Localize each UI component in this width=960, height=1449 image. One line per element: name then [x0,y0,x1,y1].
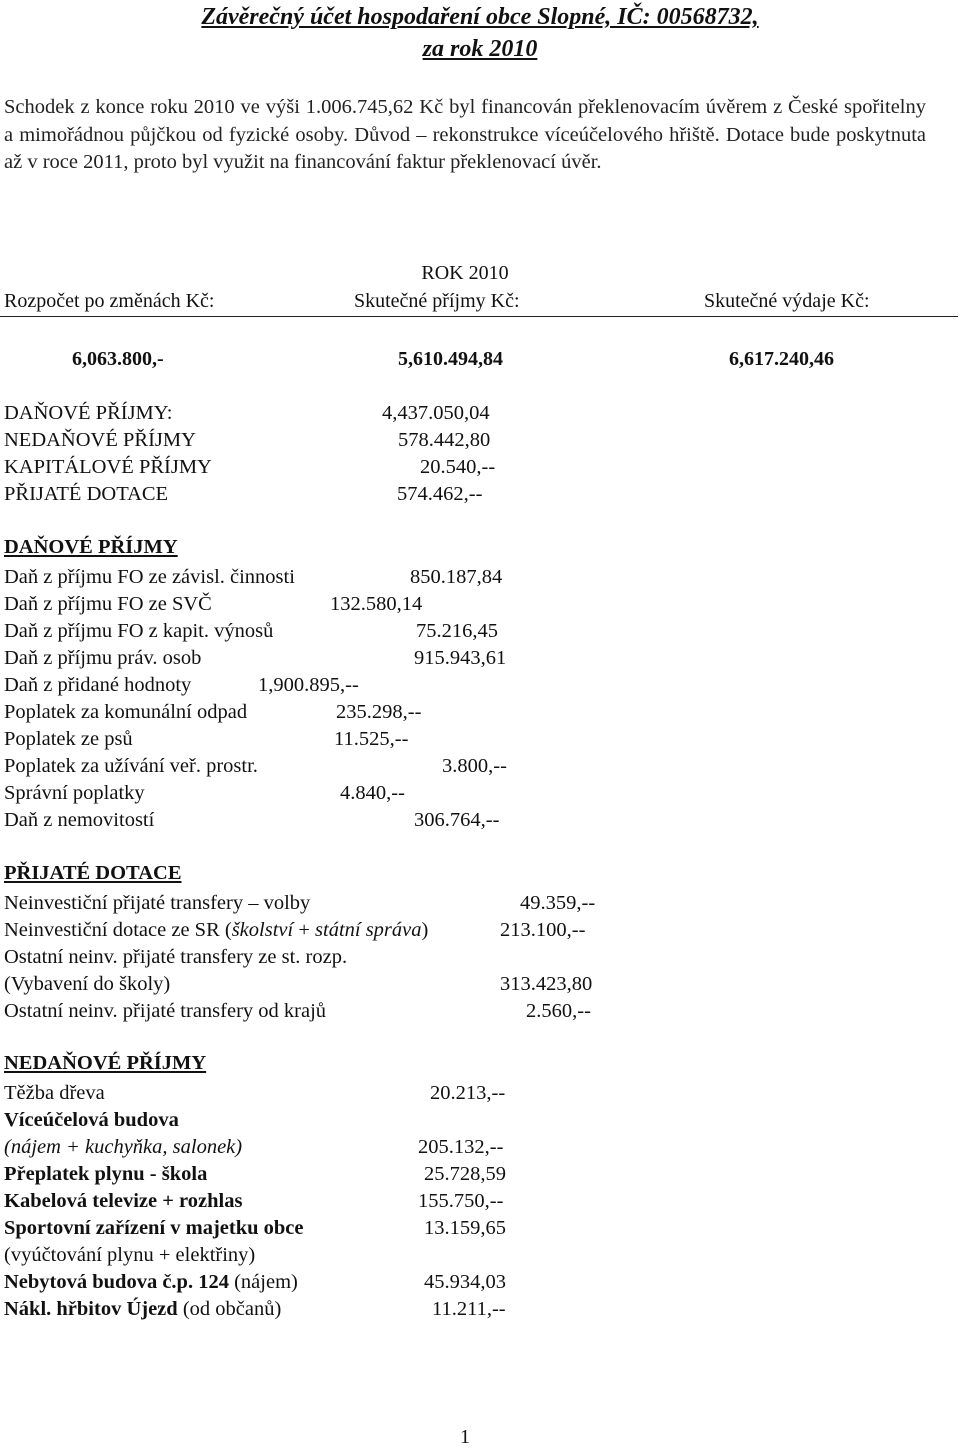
line-item [4,726,904,753]
line-item-label: Daň z příjmu práv. osob [4,647,202,669]
line-item-amount: 850.187,84 [410,566,503,588]
line-item [4,645,904,672]
line-item-label: Správní poplatky [4,782,145,804]
line-item [4,564,904,591]
line-item [4,699,904,726]
line-item [4,890,904,917]
line-item-label: Nákl. hřbitov Újezd (od občanů) [4,1298,282,1320]
line-item-amount: 75.216,45 [416,620,498,642]
budget-value: 6,063.800,- [72,348,164,370]
line-item-amount: 25.728,59 [424,1163,506,1185]
summary-label: PŘIJATÉ DOTACE [4,483,169,505]
section-non-tax-revenue [4,1080,904,1323]
line-item-amount: 205.132,-- [418,1136,504,1158]
summary-row [4,481,483,508]
line-item-label: Nebytová budova č.p. 124 (nájem) [4,1271,298,1293]
column-header-budget: Rozpočet po změnách Kč: [4,290,215,312]
summary-row [4,454,496,481]
section-heading-non-tax-revenue: NEDAŇOVÉ PŘÍJMY [4,1052,207,1074]
line-item-amount: 11.525,-- [334,728,409,750]
line-item-label: Těžba dřeva [4,1082,105,1104]
line-item [4,1242,904,1269]
line-item-amount: 3.800,-- [442,755,507,777]
column-header-revenue: Skutečné příjmy Kč: [354,290,520,312]
line-item [4,1107,904,1134]
line-item [4,971,904,998]
line-item [4,807,904,834]
summary-value: 578.442,80 [398,429,491,451]
line-item [4,591,904,618]
section-heading-tax-revenue: DAŇOVÉ PŘÍJMY [4,536,178,558]
line-item [4,998,904,1025]
line-item-amount: 306.764,-- [414,809,500,831]
summary-label: NEDAŇOVÉ PŘÍJMY [4,429,196,451]
line-item [4,618,904,645]
line-item-label: Daň z nemovitostí [4,809,155,831]
line-item [4,1215,904,1242]
revenue-value: 5,610.494,84 [398,348,503,370]
line-item [4,1269,904,1296]
document-title-line-2: za rok 2010 [422,36,538,62]
section-heading-received-subsidies: PŘIJATÉ DOTACE [4,862,182,884]
section-tax-revenue [4,564,904,834]
line-item-amount: 915.943,61 [414,647,507,669]
summary-block [4,400,496,508]
line-item-amount: 49.359,-- [520,892,596,914]
summary-row [4,400,490,427]
line-item [4,917,904,944]
line-item-amount: 132.580,14 [330,593,423,615]
line-item-amount: 20.213,-- [430,1082,506,1104]
line-item [4,1296,904,1323]
line-item-label: Poplatek za užívání veř. prostr. [4,755,258,777]
line-item-amount: 235.298,-- [336,701,422,723]
line-item-label: Daň z přidané hodnoty [4,674,192,696]
line-item-label: Poplatek ze psů [4,728,133,750]
line-item-label: (Vybavení do školy) [4,973,171,995]
summary-row [4,427,491,454]
line-item-label: Neinvestiční přijaté transfery – volby [4,892,311,914]
line-item [4,672,904,699]
line-item [4,1080,904,1107]
line-item-amount: 13.159,65 [424,1217,506,1239]
line-item [4,1134,904,1161]
line-item-label: Přeplatek plynu - škola [4,1163,208,1185]
column-header-expenses: Skutečné výdaje Kč: [704,290,870,312]
line-item-amount: 2.560,-- [526,1000,591,1022]
line-item-amount: 45.934,03 [424,1271,506,1293]
line-item-amount: 213.100,-- [500,919,586,941]
line-item [4,944,904,971]
summary-label: KAPITÁLOVÉ PŘÍJMY [4,456,212,478]
line-item-label: (vyúčtování plynu + elektřiny) [4,1244,256,1266]
section-received-subsidies [4,890,904,1025]
header-rule [0,316,958,317]
line-item-amount: 1,900.895,-- [258,674,359,696]
line-item-label: Sportovní zařízení v majetku obce [4,1217,304,1239]
summary-value: 4,437.050,04 [382,402,490,424]
line-item [4,780,904,807]
line-item-label: Daň z příjmu FO z kapit. výnosů [4,620,274,642]
line-item-label: Daň z příjmu FO ze SVČ [4,593,212,615]
line-item-label: Kabelová televize + rozhlas [4,1190,243,1212]
line-item-label: Víceúčelová budova [4,1109,179,1131]
year-heading: ROK 2010 [421,262,509,284]
line-item [4,1161,904,1188]
line-item-label: Neinvestiční dotace ze SR (školství + státní správa) [4,919,429,941]
summary-label: DAŇOVÉ PŘÍJMY: [4,402,173,424]
line-item-amount: 11.211,-- [432,1298,506,1320]
page-number: 1 [460,1426,470,1448]
line-item-amount: 4.840,-- [340,782,405,804]
summary-value: 20.540,-- [420,456,496,478]
line-item-label: Daň z příjmu FO ze závisl. činnosti [4,566,295,588]
line-item-amount: 313.423,80 [500,973,593,995]
line-item-label: Ostatní neinv. přijaté transfery od krajů [4,1000,327,1022]
line-item-label: Poplatek za komunální odpad [4,701,248,723]
line-item-label: Ostatní neinv. přijaté transfery ze st. rozp. [4,946,348,968]
document-title-line-1: Závěrečný účet hospodaření obce Slopné, IČ: 00568732, [201,4,759,30]
intro-paragraph: Schodek z konce roku 2010 ve výši 1.006.745,62 Kč byl financován překlenovacím úvěrem z České spořitelny a mimořádnou půjčkou od fyzické osoby. Důvod – rekonstrukce víceúčelového hřiště. Dotace bude poskytnuta až v roce 2011, proto byl využit na financování faktur překlenovací úvěr. [4,96,926,173]
line-item [4,1188,904,1215]
line-item-label: (nájem + kuchyňka, salonek) [4,1136,243,1158]
line-item-amount: 155.750,-- [418,1190,504,1212]
summary-value: 574.462,-- [397,483,483,505]
line-item [4,753,904,780]
expenses-value: 6,617.240,46 [729,348,834,370]
